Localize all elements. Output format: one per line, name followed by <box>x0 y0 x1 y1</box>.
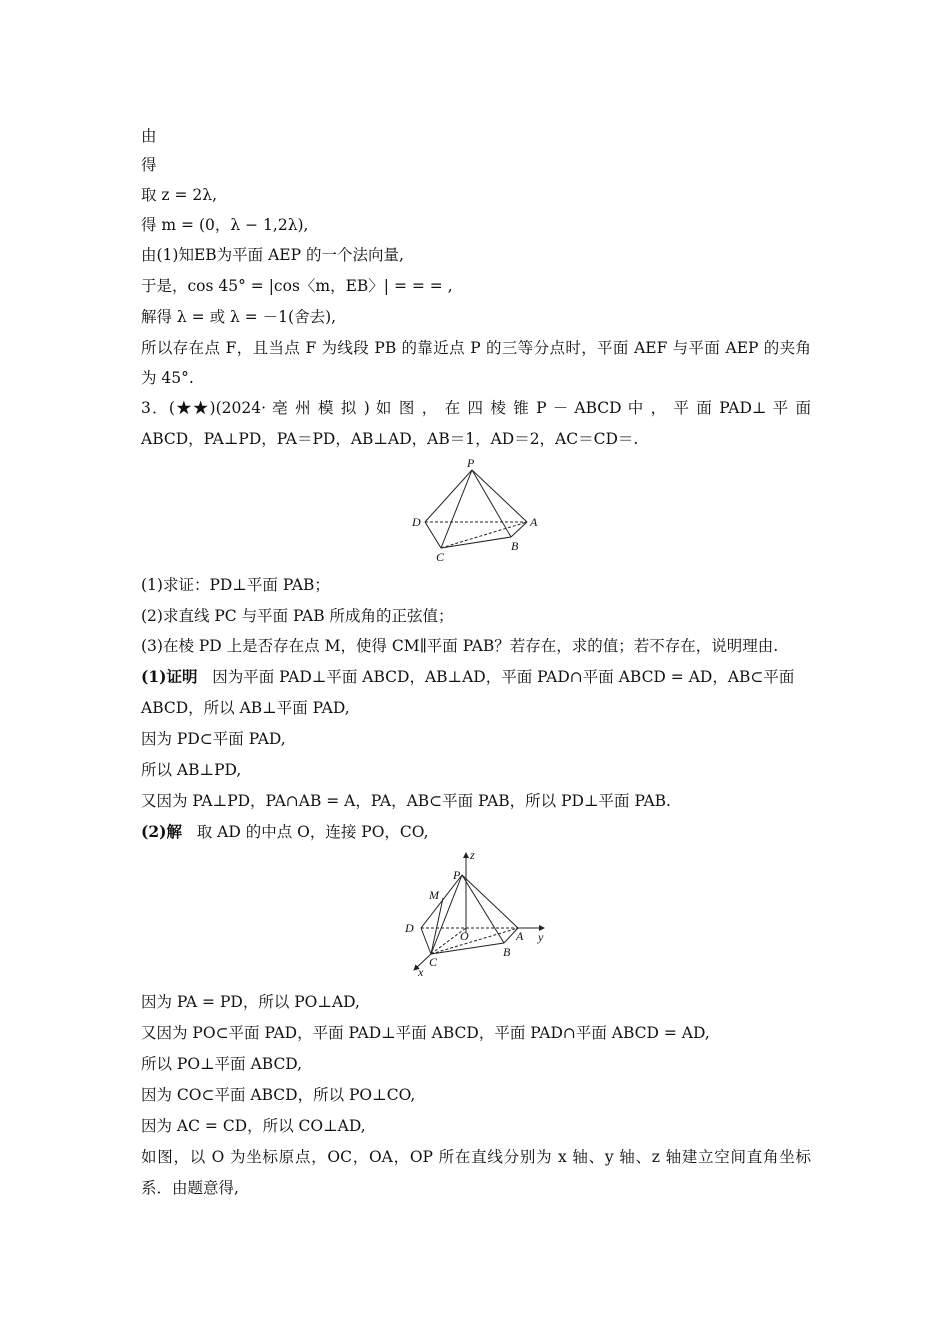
label-x: x <box>418 965 424 979</box>
solution-text: 取 AD 的中点 O，连接 PO，CO, <box>196 823 429 841</box>
solution-label: (2)解 <box>141 822 182 841</box>
label-C: C <box>436 550 445 564</box>
label-M: M <box>429 888 439 902</box>
label-C: C <box>429 955 438 969</box>
edge-DC <box>425 522 441 548</box>
text-line-3: 取 z = 2λ, <box>141 186 218 204</box>
label-z: z <box>470 848 475 862</box>
proof-label: (1)证明 <box>141 667 198 686</box>
edge-PD <box>425 470 472 522</box>
label-D: D <box>412 515 421 529</box>
problem-3-conditions: ABCD，PA⊥PD，PA＝PD，AB⊥AD，AB＝1，AD＝2，AC＝CD＝. <box>141 430 639 448</box>
text-line-8: 所以存在点 F，且当点 F 为线段 PB 的靠近点 P 的三等分点时，平面 AEF 与平面 AEP 的夹角 <box>141 339 811 357</box>
proof-line-3: 因为 PD⊂平面 PAD, <box>141 730 286 748</box>
proof-line-1 <box>141 666 811 688</box>
edge-PC <box>441 470 472 548</box>
question-1: (1)求证：PD⊥平面 PAB； <box>141 576 330 594</box>
solution-line-5: 因为 CO⊂平面 ABCD，所以 PO⊥CO, <box>141 1086 416 1104</box>
edge-PC <box>431 875 462 954</box>
pyramid-figure-2 <box>400 845 555 980</box>
text-line-5: 由(1)知EB为平面 AEP 的一个法向量, <box>141 246 404 264</box>
proof-line-4: 所以 AB⊥PD, <box>141 761 242 779</box>
text-line-7: 解得 λ = 或 λ = －1(舍去), <box>141 308 337 326</box>
label-P: P <box>467 456 475 470</box>
segment-MC <box>431 898 443 954</box>
proof-line-2: ABCD，所以 AB⊥平面 PAD, <box>141 699 350 717</box>
label-B: B <box>511 539 519 553</box>
solution-line-6: 因为 AC = CD，所以 CO⊥AD, <box>141 1117 366 1135</box>
edge-PA <box>472 470 527 522</box>
label-D: D <box>405 921 414 935</box>
solution-line-3: 又因为 PO⊂平面 PAD，平面 PAD⊥平面 ABCD，平面 PAD∩平面 ABCD = AD, <box>141 1024 710 1042</box>
label-A: A <box>516 929 524 943</box>
edge-CB <box>441 537 511 548</box>
edge-DC <box>421 928 431 954</box>
pyramid-figure-1 <box>405 455 555 565</box>
label-y: y <box>538 930 544 944</box>
pyramid-figure-1-svg <box>405 455 555 565</box>
label-B: B <box>503 945 511 959</box>
question-2: (2)求直线 PC 与平面 PAB 所成角的正弦值； <box>141 607 454 625</box>
solution-line-8: 系．由题意得, <box>141 1179 239 1197</box>
solution-line-4: 所以 PO⊥平面 ABCD, <box>141 1055 303 1073</box>
edge-CB <box>431 943 504 954</box>
edge-PB <box>472 470 511 537</box>
label-P: P <box>453 868 461 882</box>
label-O: O <box>460 929 469 943</box>
proof-text: 因为平面 PAD⊥平面 ABCD，AB⊥AD，平面 PAD∩平面 ABCD = AD，AB⊂平面 <box>212 668 795 686</box>
pyramid-figure-2-svg <box>400 845 555 980</box>
text-line-6: 于是，cos 45° = |cos〈m，EB〉| = = = , <box>141 277 453 295</box>
solution-line-1 <box>141 821 811 843</box>
text-line-1: 由 <box>141 127 157 145</box>
question-3: (3)在棱 PD 上是否存在点 M，使得 CM∥平面 PAB？若存在，求的值；若不存在，说明理由. <box>141 637 779 655</box>
label-A: A <box>530 515 538 529</box>
proof-line-5: 又因为 PA⊥PD，PA∩AB = A，PA，AB⊂平面 PAB，所以 PD⊥平面 PAB. <box>141 792 671 810</box>
edge-PD <box>421 875 462 928</box>
solution-line-2: 因为 PA = PD，所以 PO⊥AD, <box>141 993 360 1011</box>
text-line-4: 得 m = (0，λ − 1,2λ), <box>141 216 309 234</box>
text-line-2: 得 <box>141 156 157 174</box>
text-line-9: 为 45°. <box>141 369 194 387</box>
solution-line-7: 如图，以 O 为坐标原点，OC，OA，OP 所在直线分别为 x 轴、y 轴、z 轴建立空间直角坐标 <box>141 1148 811 1166</box>
problem-3-title: 3．(★★)(2024· 亳 州 模 拟 ) 如 图 ， 在 四 棱 锥 P － ABCD 中 ， 平 面 PAD⊥ 平 面 <box>141 399 811 417</box>
